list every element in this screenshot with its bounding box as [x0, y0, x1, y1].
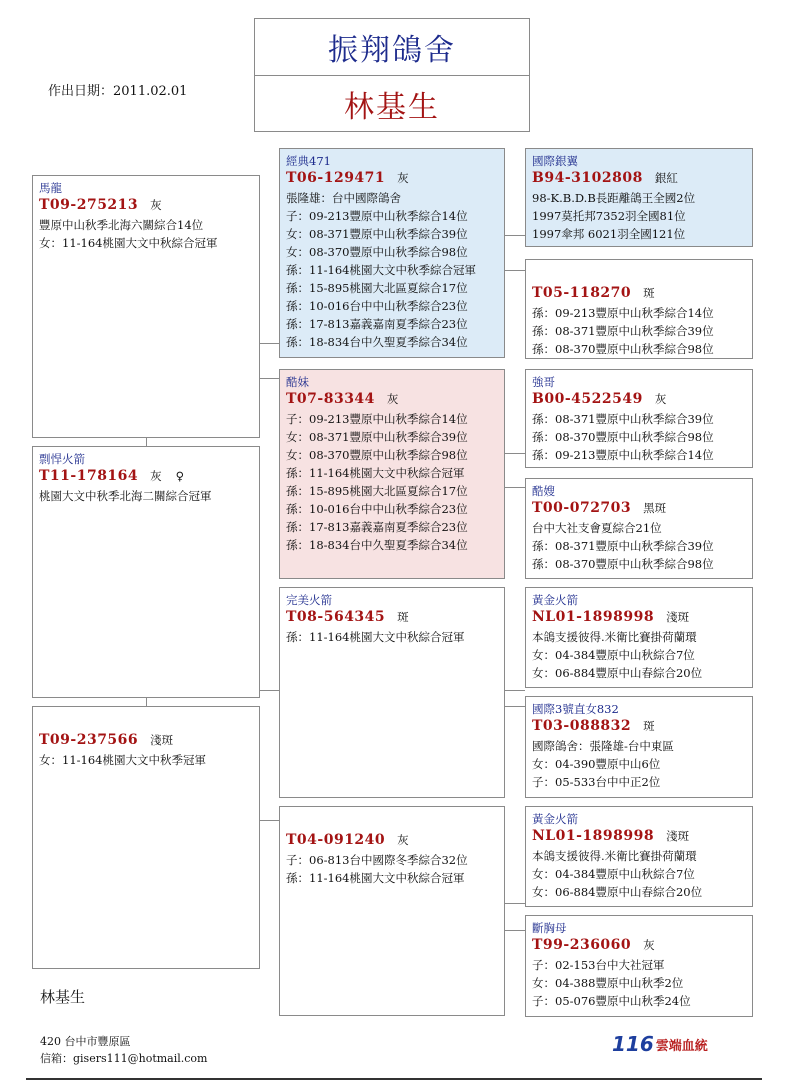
record-line: 女：11-164桃園大文中秋綜合冠軍: [39, 236, 218, 250]
record-line: 台中大社支會夏綜合21位: [532, 521, 662, 535]
bottom-divider: [26, 1078, 762, 1080]
color-label: 斑: [397, 610, 409, 624]
ring-row: [286, 169, 504, 189]
connector: [505, 453, 525, 454]
ring-row: [532, 608, 752, 628]
ring-row: [532, 499, 752, 519]
title-box: [254, 18, 530, 132]
record-line: 孫：18-834台中久聖夏季綜合34位: [286, 538, 468, 552]
color-label: 黑斑: [643, 501, 667, 515]
record-line: 孫：09-213豐原中山秋季綜合14位: [532, 448, 714, 462]
record-line: 女：08-371豐原中山秋季綜合39位: [286, 430, 468, 444]
record-line: 女：04-384豐原中山秋綜合7位: [532, 867, 695, 881]
record-line: 女：04-384豐原中山秋綜合7位: [532, 648, 695, 662]
record-line: 子：05-533台中中正2位: [532, 775, 661, 789]
color-label: 灰: [150, 198, 162, 212]
ring-number: B94-3102808: [532, 170, 643, 186]
bird-name: 國際銀翼: [532, 154, 578, 168]
ring-number: T08-564345: [286, 609, 386, 625]
connector: [505, 235, 525, 236]
connector: [259, 378, 279, 379]
record-line: 女：04-388豐原中山秋季2位: [532, 976, 684, 990]
record-line: 孫：18-834台中久聖夏季綜合34位: [286, 335, 468, 349]
color-label: 灰: [397, 171, 409, 185]
ring-row: [532, 390, 752, 410]
record-line: 孫：10-016台中中山秋季綜合23位: [286, 299, 468, 313]
dam-card: [32, 706, 260, 969]
ancestor-card: [525, 478, 753, 579]
record-line: 子：09-213豐原中山秋季綜合14位: [286, 209, 468, 223]
issue-date: 作出日期：2011.02.01: [48, 84, 188, 99]
color-label: 淺斑: [666, 829, 690, 843]
color-label: 銀紅: [654, 171, 678, 185]
record-line: 本鴿支援彼得.米衛比賽掛荷蘭環: [532, 630, 697, 644]
ancestor-card: [525, 369, 753, 468]
connector: [505, 270, 525, 271]
ancestor-card: [525, 806, 753, 907]
bird-name: [286, 811, 504, 831]
ring-number: NL01-1898998: [532, 609, 655, 625]
color-label: 斑: [643, 286, 655, 300]
ring-row: [286, 608, 504, 628]
record-line: 孫：08-370豐原中山秋季綜合98位: [532, 557, 714, 571]
ancestor-card: [525, 259, 753, 359]
granddam-paternal-card: [279, 369, 505, 579]
record-line: 女：06-884豐原中山春綜合20位: [532, 885, 703, 899]
record-line: 子：02-153台中大社冠軍: [532, 958, 665, 972]
record-line: 孫：08-371豐原中山秋季綜合39位: [532, 539, 714, 553]
ancestor-card: [525, 696, 753, 798]
color-label: 灰: [386, 392, 399, 406]
record-line: 豐原中山秋季北海六關綜合14位: [39, 218, 204, 232]
connector: [259, 820, 279, 821]
record-line: 本鴿支援彼得.米衛比賽掛荷蘭環: [532, 849, 697, 863]
bird-name: 剽悍火箭: [39, 452, 85, 466]
ring-number: T99-236060: [532, 937, 632, 953]
connector: [505, 690, 525, 691]
ring-number: T04-091240: [286, 832, 386, 848]
logo-text: 雲端血統: [655, 1039, 708, 1054]
color-label: 灰: [643, 938, 655, 952]
record-line: 孫：08-370豐原中山秋季綜合98位: [532, 430, 714, 444]
ring-row: [286, 831, 504, 851]
ancestor-card: [525, 148, 753, 247]
ring-number: T00-072703: [532, 500, 632, 516]
record-line: 孫：11-164桃園大文中秋綜合冠軍: [286, 630, 465, 644]
ring-row: [39, 467, 259, 487]
connector: [505, 930, 525, 931]
ancestor-card: [525, 915, 753, 1017]
record-line: 孫：11-164桃園大文中秋綜合冠軍: [286, 466, 465, 480]
ring-number: B00-4522549: [532, 391, 643, 407]
bird-name: 經典471: [286, 154, 331, 168]
color-label: 灰: [397, 833, 409, 847]
footer-owner: 林基生: [40, 988, 86, 1006]
record-line: 子：09-213豐原中山秋季綜合14位: [286, 412, 468, 426]
ring-row: [532, 284, 752, 304]
ring-number: T09-275213: [39, 197, 139, 213]
bird-name: 黃金火箭: [532, 812, 578, 826]
owner-name: 林基生: [344, 90, 440, 125]
record-line: 女：08-370豐原中山秋季綜合98位: [286, 245, 468, 259]
record-line: 孫：09-213豐原中山秋季綜合14位: [532, 306, 714, 320]
logo-number: 116: [612, 1032, 654, 1056]
record-line: 1997莫托邦7352羽全國81位: [532, 209, 686, 223]
bird-name: [532, 264, 752, 284]
bird-name: 國際3號直女832: [532, 702, 619, 716]
record-line: 女：08-370豐原中山秋季綜合98位: [286, 448, 468, 462]
connector: [505, 487, 525, 488]
record-line: 女：11-164桃園大文中秋季冠軍: [39, 753, 206, 767]
footer-email[interactable]: 信箱：gisers111@hotmail.com: [40, 1052, 208, 1065]
bird-name: 強哥: [532, 375, 555, 389]
ring-number: T05-118270: [532, 285, 632, 301]
record-line: 孫：11-164桃園大文中秋綜合冠軍: [286, 871, 465, 885]
record-line: 孫：15-895桃園大北區夏綜合17位: [286, 484, 468, 498]
record-line: 孫：08-371豐原中山秋季綜合39位: [532, 412, 714, 426]
record-line: 國際鴿舍：張隆雄-台中東區: [532, 739, 674, 753]
ring-row: [532, 717, 752, 737]
sire-card: [32, 446, 260, 698]
ring-row: [39, 196, 259, 216]
ring-number: NL01-1898998: [532, 828, 655, 844]
record-line: 孫：17-813嘉義嘉南夏季綜合23位: [286, 317, 468, 331]
bird-name: 完美火箭: [286, 593, 332, 607]
record-line: 孫：08-370豐原中山秋季綜合98位: [532, 342, 714, 356]
grandsire-paternal-card: [279, 148, 505, 358]
record-line: 桃園大文中秋季北海二關綜合冠軍: [39, 489, 212, 503]
loft-name: 振翔鴿舍: [255, 19, 529, 76]
color-label: 灰: [654, 392, 667, 406]
sex-icon: ♀: [175, 469, 185, 483]
bird-name: 斷胸母: [532, 921, 567, 935]
ring-number: T09-237566: [39, 732, 139, 748]
ring-row: [532, 936, 752, 956]
record-line: 1997傘邦 6021羽全國121位: [532, 227, 686, 241]
color-label: 斑: [643, 719, 655, 733]
record-line: 孫：17-813嘉義嘉南夏季綜合23位: [286, 520, 468, 534]
record-line: 張隆雄：台中國際鴿舍: [286, 191, 401, 205]
ring-row: [286, 390, 504, 410]
connector: [505, 706, 525, 707]
record-line: 女：04-390豐原中山6位: [532, 757, 661, 771]
brand-logo: [612, 1032, 708, 1056]
connector: [259, 343, 279, 344]
footer-address: 420 台中市豐原區: [40, 1035, 131, 1048]
connector: [259, 690, 279, 691]
bird-name: 酷嫂: [532, 484, 555, 498]
ring-number: T07-83344: [286, 391, 375, 407]
record-line: 孫：15-895桃園大北區夏綜合17位: [286, 281, 468, 295]
ring-row: [532, 169, 752, 189]
connector: [505, 903, 525, 904]
bird-name: [39, 711, 259, 731]
ancestor-card: [525, 587, 753, 688]
record-line: 孫：11-164桃園大文中秋季綜合冠軍: [286, 263, 476, 277]
color-label: 淺斑: [150, 733, 174, 747]
record-line: 子：06-813台中國際冬季綜合32位: [286, 853, 468, 867]
ring-number: T06-129471: [286, 170, 386, 186]
record-line: 98-K.B.D.B長距離鴿王全國2位: [532, 191, 696, 205]
subject-card: [32, 175, 260, 438]
bird-name: 酷妹: [286, 375, 309, 389]
color-label: 灰: [150, 469, 162, 483]
record-line: 女：08-371豐原中山秋季綜合39位: [286, 227, 468, 241]
record-line: 子：05-076豐原中山秋季24位: [532, 994, 691, 1008]
bird-name: 馬龍: [39, 181, 62, 195]
record-line: 孫：10-016台中中山秋季綜合23位: [286, 502, 468, 516]
granddam-maternal-card: [279, 806, 505, 1016]
ring-row: [39, 731, 259, 751]
ring-row: [532, 827, 752, 847]
bird-name: 黃金火箭: [532, 593, 578, 607]
ring-number: T03-088832: [532, 718, 632, 734]
record-line: 孫：08-371豐原中山秋季綜合39位: [532, 324, 714, 338]
grandsire-maternal-card: [279, 587, 505, 798]
record-line: 女：06-884豐原中山春綜合20位: [532, 666, 703, 680]
ring-number: T11-178164: [39, 468, 139, 484]
color-label: 淺斑: [666, 610, 690, 624]
